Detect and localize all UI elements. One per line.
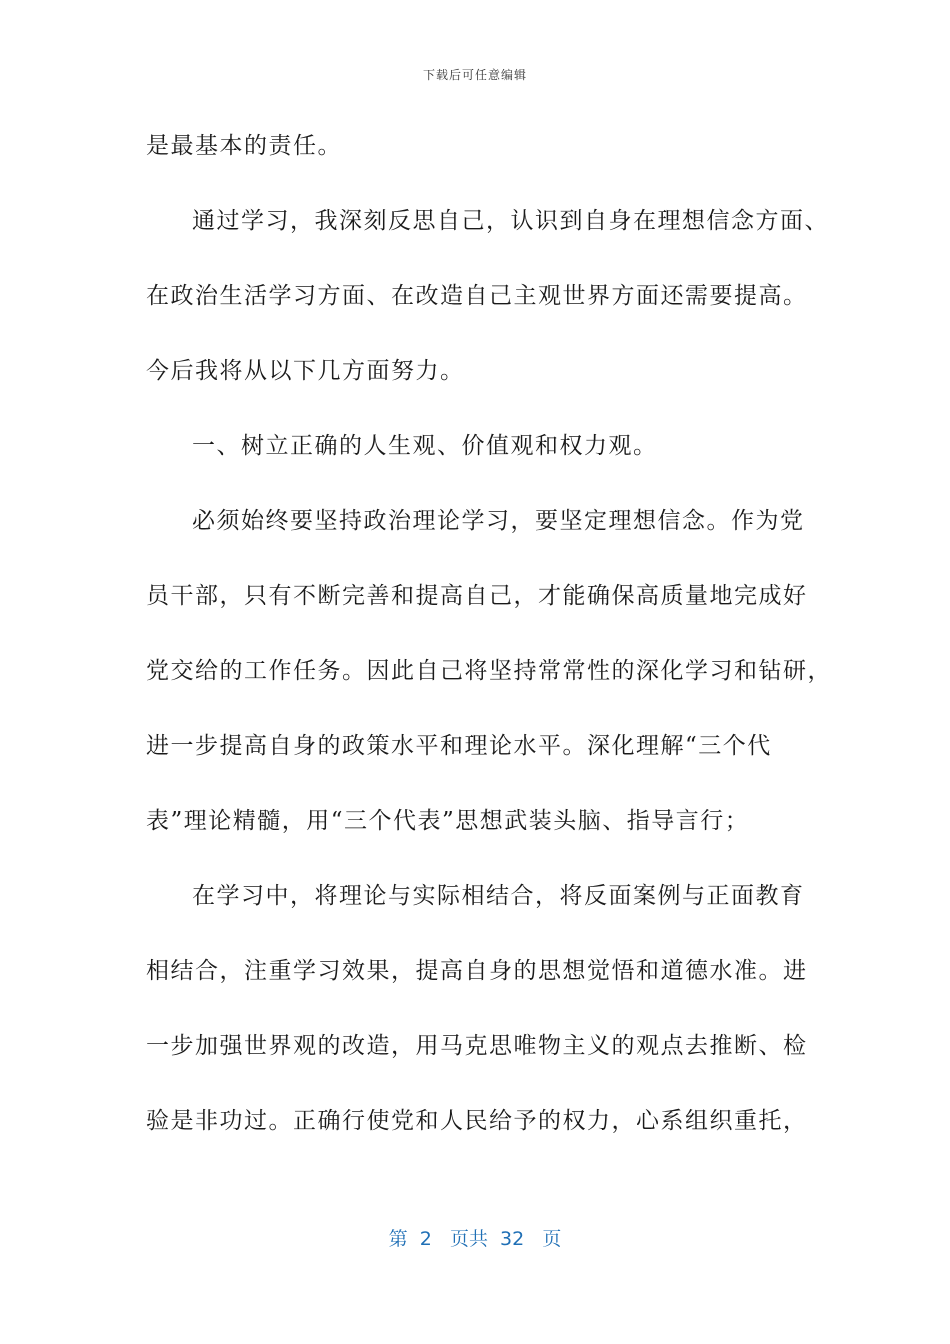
- section-heading-1: 一、树立正确的人生观、价值观和权力观。: [192, 433, 658, 459]
- footer-prefix: 第: [388, 1228, 408, 1250]
- paragraph-2-line-3: 今后我将从以下几方面努力。: [146, 358, 465, 384]
- paragraph-4-line-5: 表”理论精髓，用“三个代表”思想武装头脑、指导言行；: [146, 808, 750, 834]
- paragraph-2-line-2: 在政治生活学习方面、在改造自己主观世界方面还需要提高。: [146, 283, 808, 309]
- footer-middle: 页共: [449, 1228, 488, 1250]
- page-header: 下载后可任意编辑: [422, 68, 527, 82]
- paragraph-4-line-3: 党交给的工作任务。因此自己将坚持常常性的深化学习和钻研，: [146, 658, 832, 684]
- paragraph-5-line-4: 验是非功过。正确行使党和人民给予的权力，心系组织重托，: [146, 1108, 808, 1134]
- paragraph-2-line-1: 通过学习，我深刻反思自己，认识到自身在理想信念方面、: [192, 208, 829, 234]
- paragraph-4-line-4: 进一步提高自身的政策水平和理论水平。深化理解“三个代: [146, 733, 772, 759]
- paragraph-4-line-2: 员干部，只有不断完善和提高自己，才能确保高质量地完成好: [146, 583, 808, 609]
- footer-suffix: 页: [542, 1228, 562, 1250]
- paragraph-1-line-1: 是最基本的责任。: [146, 133, 342, 159]
- paragraph-5-line-1: 在学习中，将理论与实际相结合，将反面案例与正面教育: [192, 883, 805, 909]
- document-body: [146, 118, 832, 1168]
- paragraph-5-line-3: 一步加强世界观的改造，用马克思唯物主义的观点去推断、检: [146, 1033, 808, 1059]
- footer-total-pages: 32: [500, 1228, 525, 1250]
- paragraph-4-line-1: 必须始终要坚持政治理论学习，要坚定理想信念。作为党: [192, 508, 805, 534]
- page-footer: [0, 1224, 950, 1251]
- paragraph-5-line-2: 相结合，注重学习效果，提高自身的思想觉悟和道德水准。进: [146, 958, 808, 984]
- footer-current-page: 2: [419, 1228, 432, 1250]
